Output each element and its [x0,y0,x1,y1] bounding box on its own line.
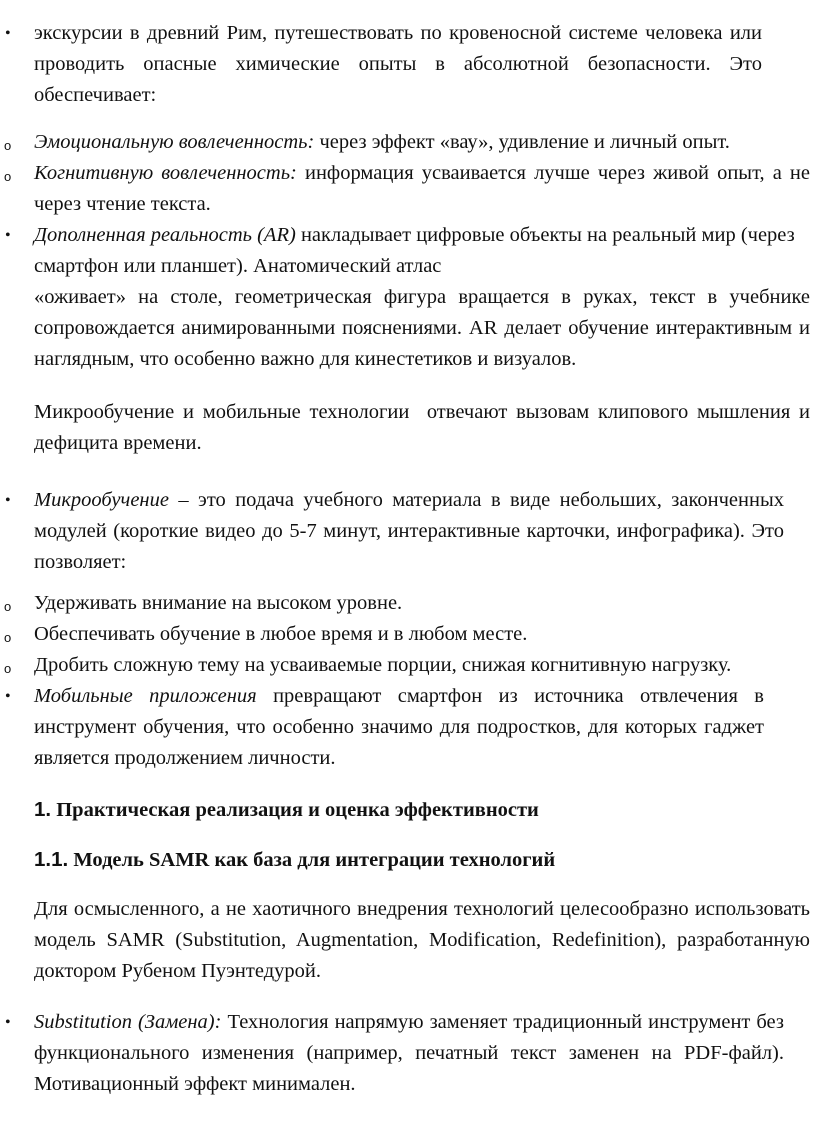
bullet-text: Технология напрямую заменяет традиционный инструмент без функционального изменения (например, печатный текст заменен на PDF-файл). Мотивационный эффект минимален. [34,1011,784,1095]
bullet-text: – это подача учебного материала в виде небольших, законченных модулей (короткие видео до 5-7 минут, интерактивные карточки, инфографика). Это позволяет: [34,489,784,573]
bullet-text: превращают смартфон из источника отвлечения в инструмент обучения, что особенно значимо для подростков, для которых гаджет является продолжением личности. [34,685,764,769]
bullet-vr-continuation [0,18,816,111]
sub-item-text: Дробить сложную тему на усваиваемые порции, снижая когнитивную нагрузку. [34,654,732,676]
term-microlearning: Микрообучение [34,489,169,511]
sub-item-attention [0,588,816,619]
paragraph-samr [0,894,816,987]
bullet-marker: • [5,492,11,509]
sub-item-text: информация усваивается лучше через живой опыт, а не через чтение текста. [34,162,810,215]
sub-item-chunking [0,650,816,681]
section-number: 1. [34,798,52,821]
sub-bullet-marker: o [4,138,12,153]
sub-item-text: Удерживать внимание на высоком уровне. [34,592,403,614]
bullet-ar [0,220,816,375]
bullet-marker: • [5,1014,11,1031]
ar-text-line1: накладывает цифровые объекты на реальный мир (через смартфон или планшет). Анатомический атлас [34,224,795,277]
bullet-marker: • [5,688,11,705]
paragraph-text: Микрообучение и мобильные технологии отвечают вызовам клипового мышления и дефицита времени. [34,401,816,454]
sub-bullet-marker: o [4,599,12,614]
bullet-marker: • [5,25,11,42]
bullet-substitution [0,1007,816,1100]
sub-bullet-marker: o [4,169,12,184]
sub-item-emotional [0,127,816,158]
document-page [0,18,816,1100]
sub-bullet-marker: o [4,630,12,645]
section-title: Практическая реализация и оценка эффективности [51,799,539,821]
sub-bullet-marker: o [4,661,12,676]
paragraph-text: экскурсии в древний Рим, путешествовать по кровеносной системе человека или проводить опасные химические опыты в абсолютной безопасности. Это обеспечивает: [34,22,762,106]
term-emotional: Эмоциональную вовлеченность: [34,131,315,153]
section-heading-1 [0,794,816,826]
sub-item-text: Обеспечивать обучение в любое время и в любом месте. [34,623,528,645]
bullet-mobile-apps [0,681,816,774]
paragraph-text: Для осмысленного, а не хаотичного внедрения технологий целесообразно использовать модель SAMR (Substitution, Augmentation, Modification, Redefinition), разработанную доктором Рубеном Пуэнтедурой. [34,898,810,982]
ar-text-line2: «оживает» на столе, геометрическая фигура вращается в руках, текст в учебнике сопровождается анимированными пояснениями. AR делает обучение интерактивным и наглядным, что особенно важно для кинестетиков и визуалов. [34,286,810,370]
bullet-microlearning [0,485,816,578]
sub-item-anytime [0,619,816,650]
term-ar: Дополненная реальность (AR) [34,224,296,246]
section-heading-1-1 [0,844,816,876]
section-number: 1.1. [34,848,69,871]
sub-item-text: через эффект «вау», удивление и личный опыт. [314,131,730,153]
sub-item-cognitive [0,158,816,220]
bullet-marker: • [5,227,11,244]
term-cognitive: Когнитивную вовлеченность: [34,162,297,184]
paragraph-microlearning-intro [0,397,816,459]
term-mobile-apps: Мобильные приложения [34,685,257,707]
term-substitution: Substitution (Замена): [34,1011,222,1033]
section-title: Модель SAMR как база для интеграции технологий [68,849,556,871]
